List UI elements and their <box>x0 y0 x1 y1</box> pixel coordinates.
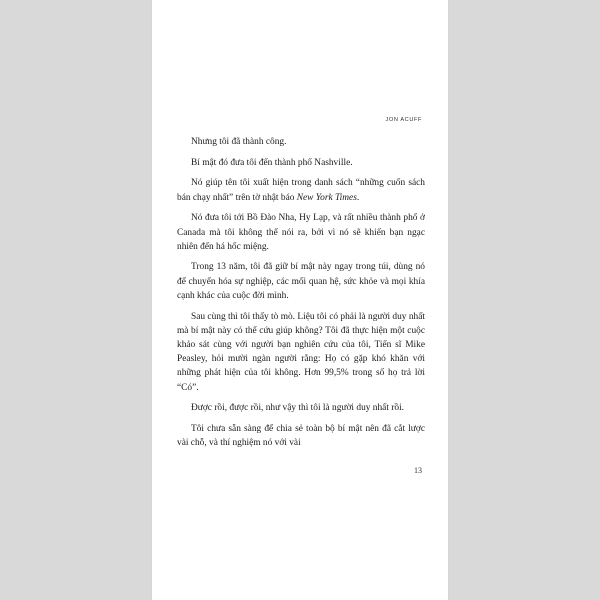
paragraph: Nhưng tôi đã thành công. <box>191 137 287 147</box>
paragraph-text: Nó giúp tên tôi xuất hiện trong danh sách “những cuốn sách bán chạy nhất” trên tờ nhật báo <box>177 178 425 203</box>
paragraph <box>177 176 425 204</box>
paragraph: Sau cùng thì tôi thấy tò mò. Liệu tôi có phải là người duy nhất mà bí mật này có thể cứu giúp không? Tôi đã thực hiện một cuộc khảo sát cùng với người bạn nghiên cứu của tôi, Tiến sĩ Mike Peasley, hỏi mười ngàn người rằng: Họ có gặp khó khăn với những phát hiện của tôi không. Hơn 99,5% trong số họ trả lời “Có”. <box>177 311 425 393</box>
book-page <box>152 0 448 600</box>
running-header: JON ACUFF <box>385 117 422 123</box>
body-text <box>177 135 425 457</box>
newspaper-title: New York Times <box>296 192 357 203</box>
page-number: 13 <box>414 466 422 475</box>
paragraph-end: . <box>356 192 360 203</box>
right-margin-shade <box>448 0 600 600</box>
paragraph: Được rồi, được rồi, như vậy thì tôi là người duy nhất rồi. <box>191 403 405 414</box>
paragraph: Trong 13 năm, tôi đã giữ bí mật này ngay trong túi, dùng nó để chuyển hóa sự nghiệp, các mối quan hệ, sức khỏe và mọi khía cạnh khác của cuộc đời mình. <box>177 262 425 301</box>
paragraph: Nó đưa tôi tới Bồ Đào Nha, Hy Lạp, và rất nhiều thành phố ở Canada mà tôi không thể nói ra, bởi vì nó sẽ khiến bạn ngạc nhiên đến há hốc miệng. <box>177 213 425 252</box>
paragraph: Tôi chưa sẵn sàng để chia sẻ toàn bộ bí mật nên đã cắt lược vài chỗ, và thí nghiệm nó với vài <box>177 423 425 449</box>
paragraph: Bí mật đó đưa tôi đến thành phố Nashville. <box>191 157 353 168</box>
left-margin-shade <box>0 0 152 600</box>
